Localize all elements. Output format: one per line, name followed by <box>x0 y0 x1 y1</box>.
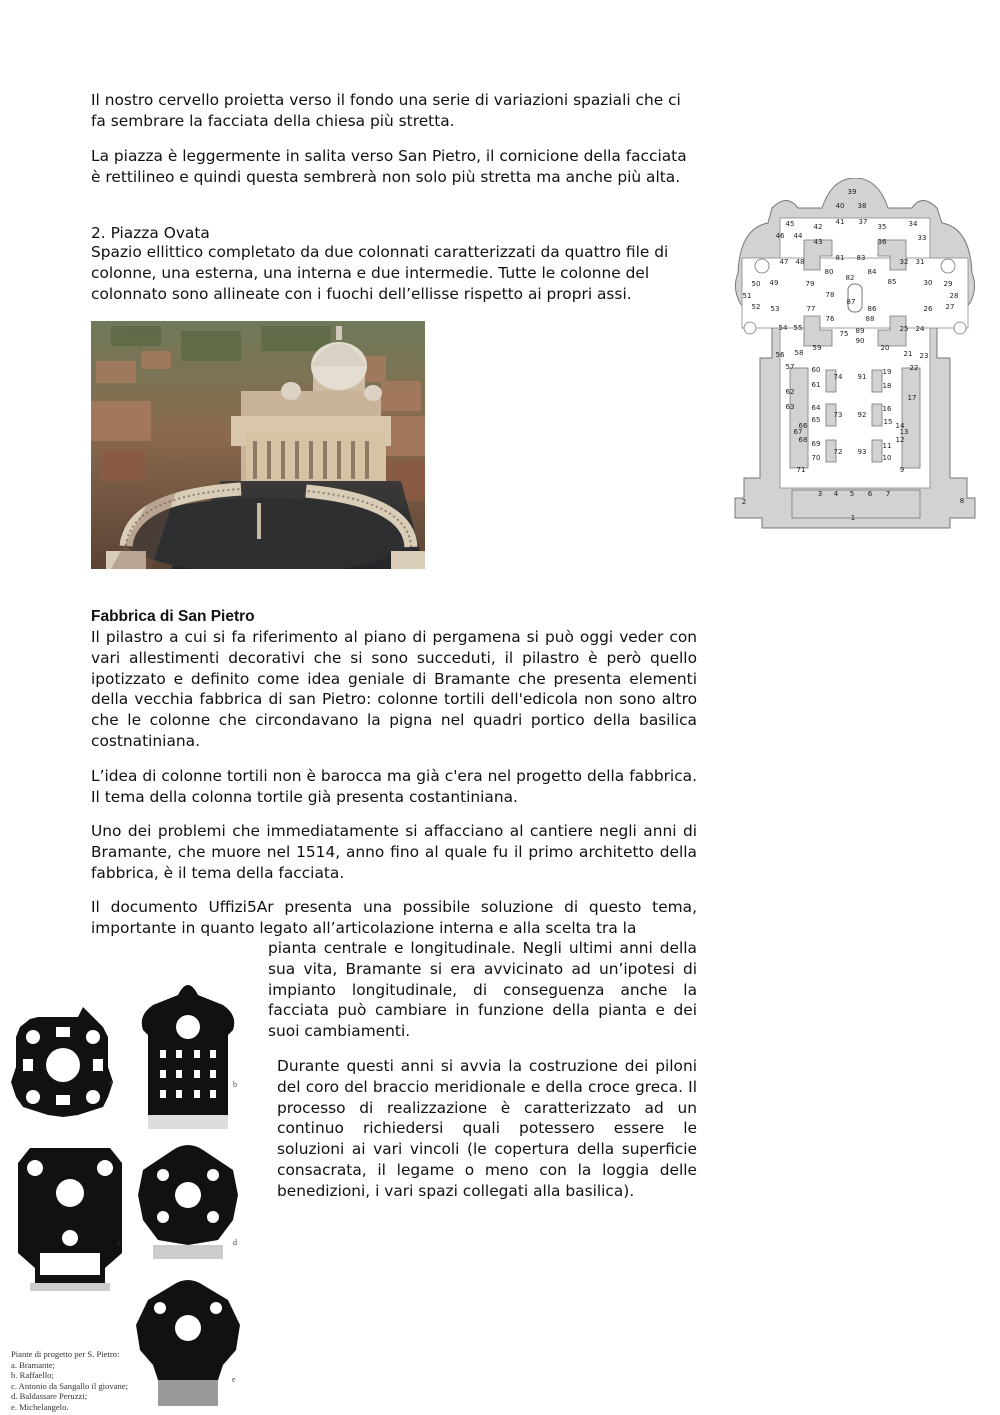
plan-label-18: 18 <box>882 382 892 390</box>
plan-label-59: 59 <box>812 344 822 352</box>
plan-label-15: 15 <box>883 418 893 426</box>
plan-label-52: 52 <box>751 303 761 311</box>
plan-label-40: 40 <box>835 202 845 210</box>
plan-label-19: 19 <box>882 368 892 376</box>
plan-label-25: 25 <box>899 325 909 333</box>
plan-label-57: 57 <box>785 363 795 371</box>
plan-label-4: 4 <box>833 490 839 498</box>
plan-label-76: 76 <box>825 315 835 323</box>
plan-label-77: 77 <box>806 305 816 313</box>
plan-label-44: 44 <box>793 232 803 240</box>
plan-label-93: 93 <box>857 448 867 456</box>
plan-label-64: 64 <box>811 404 821 412</box>
section-heading: Fabbrica di San Pietro <box>91 607 255 625</box>
plan-label-10: 10 <box>882 454 892 462</box>
plan-label-5: 5 <box>849 490 855 498</box>
plan-label-54: 54 <box>778 324 788 332</box>
plan-label-35: 35 <box>877 223 887 231</box>
plan-letter-a: a <box>109 1078 113 1087</box>
paragraph-piazza-ovata-body: Spazio ellittico completato da due colonnati caratterizzati da quattro file di colonne, una esterna, una interna e due intermedie. Tutte le colonne del colonnato sono allineate con i fuochi dell’ellisse rispetto ai propri assi. <box>91 243 669 303</box>
plan-label-78: 78 <box>825 291 835 299</box>
plan-label-80: 80 <box>824 268 834 276</box>
plan-label-55: 55 <box>793 324 803 332</box>
plan-label-73: 73 <box>833 411 843 419</box>
plan-label-85: 85 <box>887 278 897 286</box>
plan-label-66: 66 <box>798 422 808 430</box>
plan-label-31: 31 <box>915 258 925 266</box>
plan-label-68: 68 <box>798 436 808 444</box>
paragraph-costruzione: Durante questi anni si avvia la costruzione dei piloni del coro del braccio meridionale e della croce greca. Il processo di realizzazione è caratterizzato ad un continuo richiedersi quali potessero essere le soluzioni ai vari vincoli (le copertura della superficie consacrata, il legame o meno con la loggia delle benedizioni, i vari spazi collegati alla basilica). <box>277 1057 697 1200</box>
plan-label-53: 53 <box>770 305 780 313</box>
plan-label-67: 67 <box>793 428 803 436</box>
plan-label-42: 42 <box>813 223 823 231</box>
plan-label-48: 48 <box>795 258 805 266</box>
plan-label-32: 32 <box>899 258 909 266</box>
plan-label-23: 23 <box>919 352 929 360</box>
plan-label-89: 89 <box>855 327 865 335</box>
plan-label-83: 83 <box>856 254 866 262</box>
plan-label-6: 6 <box>867 490 873 498</box>
plan-label-8: 8 <box>959 497 965 505</box>
plan-label-34: 34 <box>908 220 918 228</box>
plan-letter-e: e <box>232 1375 236 1384</box>
paragraph-uffizi-wrap: pianta centrale e longitudinale. Negli ultimi anni della sua vita, Bramante si era avvicinato ad un’ipotesi di impianto longitudinale, di conseguenza anche la facciata può cambiare in funzione della pianta e dei suoi cambiamenti. <box>268 939 697 1041</box>
basilica-numbered-floor-plan <box>732 178 978 534</box>
plan-label-46: 46 <box>775 232 785 240</box>
paragraph-pilastro: Il pilastro a cui si fa riferimento al piano di pergamena si può oggi veder con vari allestimenti decorativi che si sono succeduti, il pilastro è però quello ipotizzato e definito come idea geniale di Bramante che presenta elementi della vecchia fabbrica di san Pietro: colonne tortili dell'edicola non sono altro che le colonne che circondavano la pigna nel quadri portico della basilica costnatiniana. <box>91 628 697 750</box>
plan-label-21: 21 <box>903 350 913 358</box>
plan-label-88: 88 <box>865 315 875 323</box>
plan-label-50: 50 <box>751 280 761 288</box>
plan-label-65: 65 <box>811 416 821 424</box>
plan-label-62: 62 <box>785 388 795 396</box>
plan-label-58: 58 <box>794 349 804 357</box>
plan-label-92: 92 <box>857 411 867 419</box>
project-plans-figure <box>8 975 263 1411</box>
plan-label-90: 90 <box>855 337 865 345</box>
caption-a: a. Bramante; <box>11 1359 55 1370</box>
plan-label-56: 56 <box>775 351 785 359</box>
plan-label-69: 69 <box>811 440 821 448</box>
caption-d: d. Baldassare Peruzzi; <box>11 1391 88 1402</box>
plan-label-39: 39 <box>847 188 857 196</box>
plan-label-81: 81 <box>835 254 845 262</box>
plan-label-7: 7 <box>885 490 891 498</box>
paragraph-colonne-tortili: L’idea di colonne tortili non è barocca ma già c'era nel progetto della fabbrica. Il tema della colonna tortile già presenta costantiniana. <box>91 767 697 806</box>
plan-label-30: 30 <box>923 279 933 287</box>
plan-label-75: 75 <box>839 330 849 338</box>
plan-label-87: 87 <box>846 298 856 306</box>
plan-label-2: 2 <box>741 498 747 506</box>
plan-label-16: 16 <box>882 405 892 413</box>
plan-label-13: 13 <box>899 428 909 436</box>
plan-label-17: 17 <box>907 394 917 402</box>
caption-c: c. Antonio da Sangallo il giovane; <box>11 1380 128 1391</box>
plan-label-43: 43 <box>813 238 823 246</box>
plan-label-79: 79 <box>805 280 815 288</box>
plan-label-51: 51 <box>742 292 752 300</box>
paragraph-perception: Il nostro cervello proietta verso il fondo una serie di variazioni spaziali che ci fa sembrare la facciata della chiesa più stretta. <box>91 91 681 130</box>
plan-letter-d: d <box>233 1238 237 1247</box>
plan-label-74: 74 <box>833 373 843 381</box>
plan-label-45: 45 <box>785 220 795 228</box>
plan-label-20: 20 <box>880 344 890 352</box>
plan-label-49: 49 <box>769 279 779 287</box>
plan-label-47: 47 <box>779 258 789 266</box>
paragraph-piazza-ovata-title: 2. Piazza Ovata <box>91 224 210 242</box>
plan-label-91: 91 <box>857 373 867 381</box>
plan-label-26: 26 <box>923 305 933 313</box>
plan-label-61: 61 <box>811 381 821 389</box>
plan-label-84: 84 <box>867 268 877 276</box>
paragraph-facciata: Uno dei problemi che immediatamente si affacciano al cantiere negli anni di Bramante, che muore nel 1514, anno fino al quale fu il primo architetto della fabbrica, è il tema della facciata. <box>91 822 697 882</box>
plan-label-27: 27 <box>945 303 955 311</box>
paragraph-uffizi-intro: Il documento Uffizi5Ar presenta una possibile soluzione di questo tema, importante in quanto legato all’articolazione interna e alla scelta tra la <box>91 898 697 937</box>
plan-label-71: 71 <box>796 466 806 474</box>
plan-letter-b: b <box>233 1080 237 1089</box>
aerial-photo-st-peters <box>91 321 425 569</box>
plan-label-38: 38 <box>857 202 867 210</box>
plan-letter-c: c <box>118 1238 122 1247</box>
plan-label-36: 36 <box>877 238 887 246</box>
plan-label-70: 70 <box>811 454 821 462</box>
plan-label-24: 24 <box>915 325 925 333</box>
plans-caption <box>11 1349 128 1413</box>
plan-label-33: 33 <box>917 234 927 242</box>
plan-label-86: 86 <box>867 305 877 313</box>
caption-e: e. Michelangelo. <box>11 1401 69 1412</box>
plan-label-82: 82 <box>845 274 855 282</box>
plan-label-63: 63 <box>785 403 795 411</box>
plan-label-37: 37 <box>858 218 868 226</box>
caption-b: b. Raffaello; <box>11 1370 54 1381</box>
plan-label-14: 14 <box>895 422 905 430</box>
plan-label-72: 72 <box>833 448 843 456</box>
caption-title: Piante di progetto per S. Pietro: <box>11 1349 120 1359</box>
plan-label-60: 60 <box>811 366 821 374</box>
plan-label-29: 29 <box>943 280 953 288</box>
plan-label-3: 3 <box>817 490 823 498</box>
plan-label-9: 9 <box>899 466 905 474</box>
plan-label-28: 28 <box>949 292 959 300</box>
plan-label-22: 22 <box>909 364 919 372</box>
plan-label-41: 41 <box>835 218 845 226</box>
plan-label-11: 11 <box>882 442 892 450</box>
plan-label-12: 12 <box>895 436 905 444</box>
plan-label-1: 1 <box>850 514 856 522</box>
paragraph-piazza-slope: La piazza è leggermente in salita verso San Pietro, il cornicione della facciata è rettilineo e quindi questa sembrerà non solo più stretta ma anche più alta. <box>91 147 687 186</box>
